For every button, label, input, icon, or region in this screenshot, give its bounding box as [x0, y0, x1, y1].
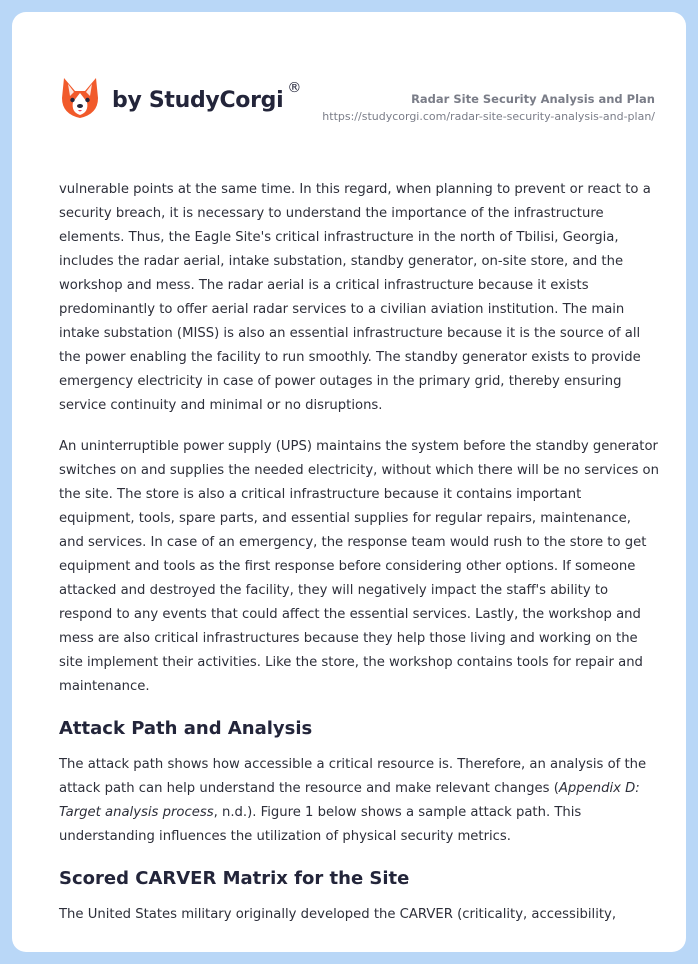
paragraph: vulnerable points at the same time. In this regard, when planning to prevent or react to a security breach, it is necessary to understand the importance of the infrastructure elements. Thus, the Eagle Site's critical infrastructure in the north of Tbilisi, Georgia, includes the radar aerial, intake substation, standby generator, on-site store, and the workshop and mess. The radar aerial is a critical infrastructure because it exists predominantly to offer aerial radar services to a civilian aviation institution. The main intake substation (MISS) is also an essential infrastructure because it is the source of all the power enabling the facility to run smoothly. The standby generator exists to provide emergency electricity in case of power outages in the primary grid, thereby ensuring service continuity and minimal or no disruptions. — [59, 182, 651, 413]
document-body — [59, 178, 659, 944]
corgi-icon — [60, 76, 100, 120]
document-title: Radar Site Security Analysis and Plan — [411, 92, 655, 106]
paragraph-text: The attack path shows how accessible a critical resource is. Therefore, an analysis of the attack path can help understand the resource and make relevant changes ( — [59, 757, 647, 796]
document-meta — [322, 92, 655, 123]
studycorgi-logo[interactable] — [60, 76, 301, 120]
page-header — [12, 12, 686, 162]
paragraph: The United States military originally developed the CARVER (criticality, accessibility, — [59, 907, 617, 922]
citation: Appendix D: Target analysis process — [59, 781, 640, 820]
brand-name: by StudyCorgi — [112, 87, 284, 113]
paragraph-text: , n.d.). Figure 1 below shows a sample attack path. This understanding influences the utilization of physical security metrics. — [59, 805, 582, 844]
section-heading: Attack Path and Analysis — [59, 718, 313, 739]
section-heading: Scored CARVER Matrix for the Site — [59, 868, 410, 889]
document-url[interactable]: https://studycorgi.com/radar-site-security-analysis-and-plan/ — [322, 110, 655, 123]
document-page — [12, 12, 686, 952]
paragraph — [59, 753, 659, 849]
paragraph: An uninterruptible power supply (UPS) maintains the system before the standby generator switches on and supplies the needed electricity, without which there will be no services on the site. The store is also a critical infrastructure because it contains important equipment, tools, spare parts, and essential supplies for regular repairs, maintenance, and services. In case of an emergency, the response team would rush to the store to get equipment and tools as the first response before considering other options. If someone attacked and destroyed the facility, they will negatively impact the staff's ability to respond to any events that could affect the essential services. Lastly, the workshop and mess are also critical infrastructures because they help those living and working on the site implement their activities. Like the store, the workshop contains tools for repair and maintenance. — [59, 439, 659, 694]
registered-mark: ® — [287, 80, 302, 96]
